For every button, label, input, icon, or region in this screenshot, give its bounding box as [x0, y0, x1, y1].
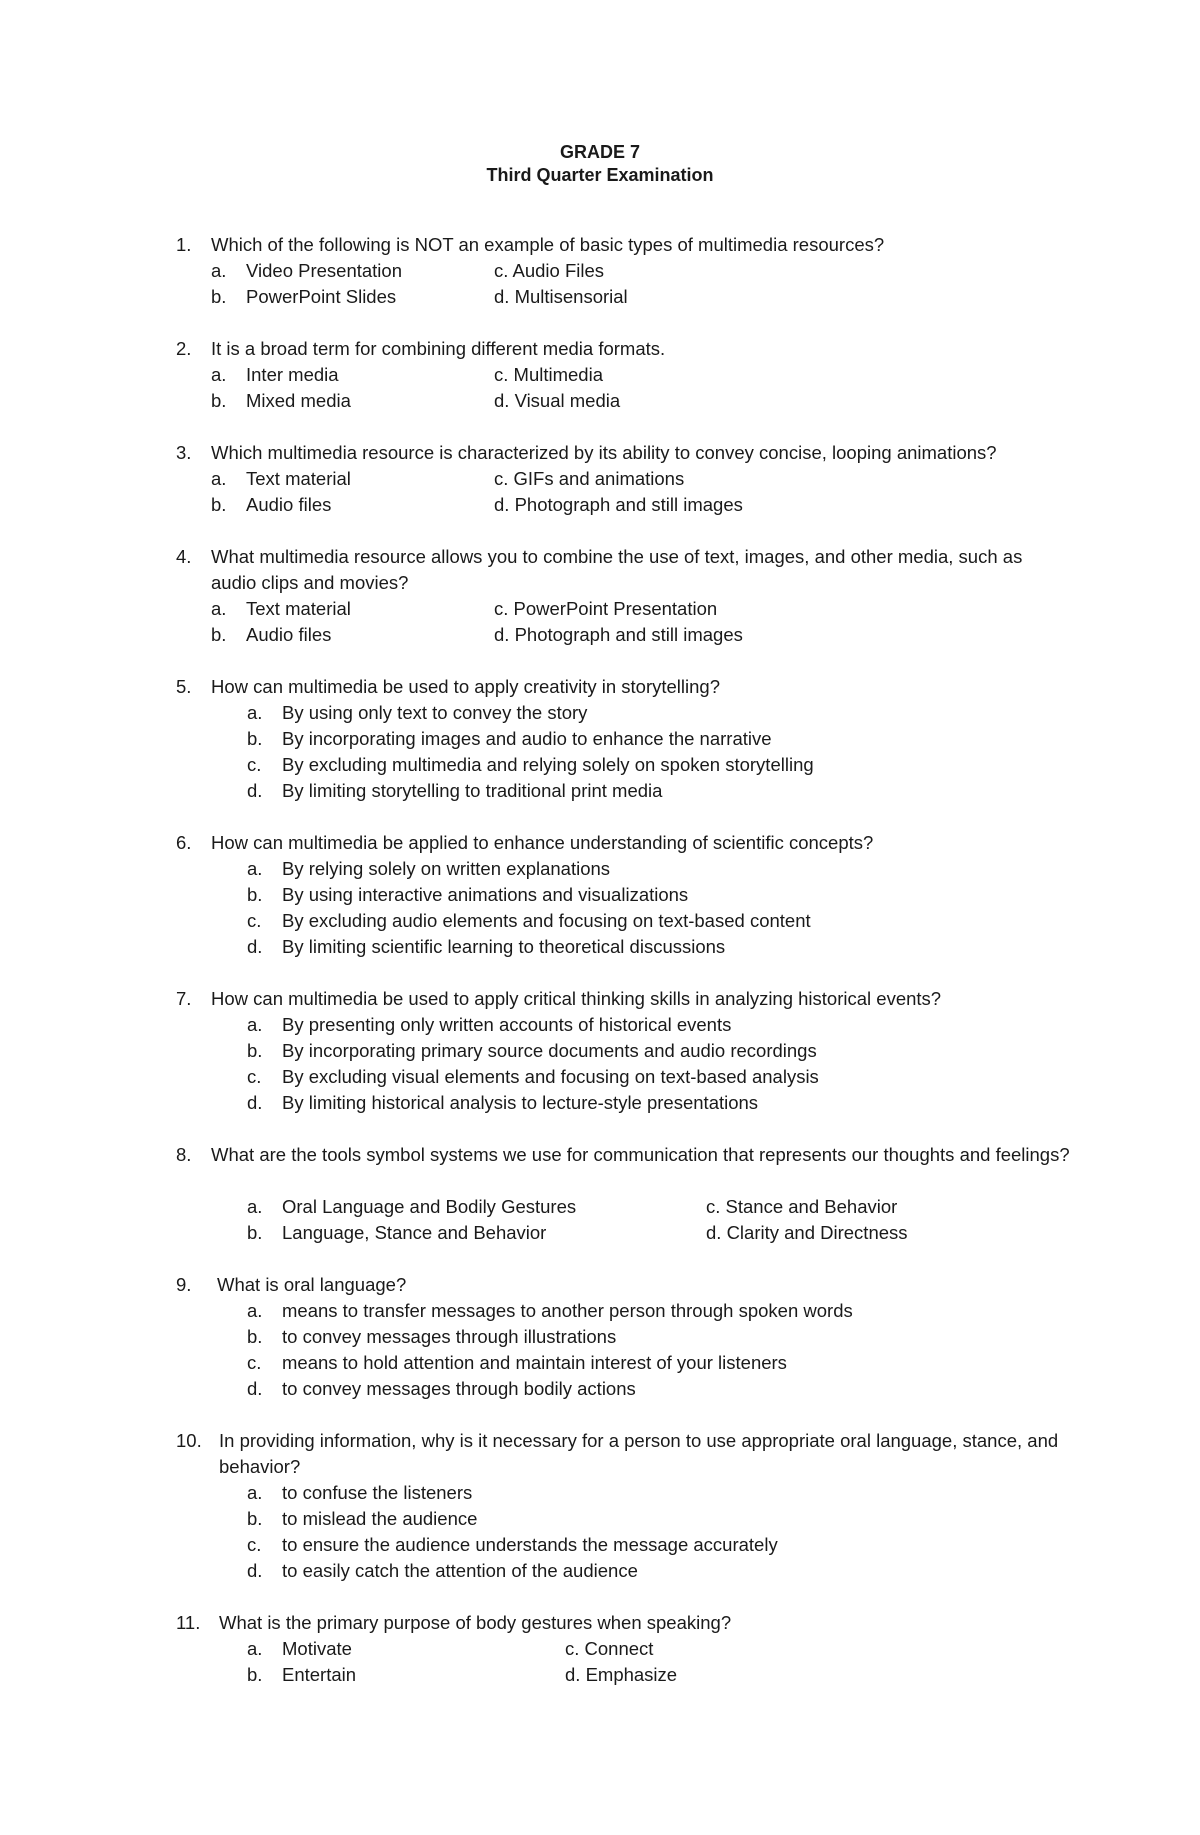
question-text: In providing information, why is it necessary for a person to use appropriate oral language, stance, and behavior?: [219, 1430, 1059, 1477]
question-number: 11.: [176, 1612, 201, 1633]
option-letter: b.: [211, 624, 227, 645]
option-c: c. GIFs and animations: [494, 468, 685, 489]
option-text: to mislead the audience: [282, 1508, 478, 1529]
option-text: By presenting only written accounts of historical events: [282, 1014, 732, 1035]
question-number: 2.: [176, 338, 192, 359]
option-letter: c.: [247, 1534, 262, 1555]
question-number: 3.: [176, 442, 192, 463]
option-letter: a.: [247, 1638, 263, 1659]
question-text: How can multimedia be used to apply creativity in storytelling?: [211, 676, 720, 697]
option-letter: d.: [247, 1560, 263, 1581]
option-text: Video Presentation: [246, 260, 402, 281]
option-letter: a.: [247, 1014, 263, 1035]
option-text: to convey messages through bodily actions: [282, 1378, 636, 1399]
option-letter: b.: [247, 1040, 263, 1061]
option-c: c. Audio Files: [494, 260, 605, 281]
option-text: Motivate: [282, 1638, 352, 1659]
option-text: By relying solely on written explanations: [282, 858, 611, 879]
question-text: What is oral language?: [217, 1274, 407, 1295]
option-letter: b.: [211, 494, 227, 515]
option-text: means to hold attention and maintain interest of your listeners: [282, 1352, 787, 1373]
option-letter: a.: [247, 858, 263, 879]
question-text: Which multimedia resource is characterized by its ability to convey concise, looping animations?: [211, 442, 997, 463]
exam-subtitle: Third Quarter Examination: [486, 165, 714, 185]
option-text: Text material: [246, 468, 351, 489]
option-text: By limiting historical analysis to lecture-style presentations: [282, 1092, 759, 1113]
option-d: d. Photograph and still images: [494, 494, 743, 515]
option-letter: b.: [211, 286, 227, 307]
option-letter: a.: [247, 702, 263, 723]
option-text: By using interactive animations and visualizations: [282, 884, 689, 905]
question-number: 5.: [176, 676, 192, 697]
option-text: By limiting storytelling to traditional print media: [282, 780, 663, 801]
question-number: 1.: [176, 234, 192, 255]
option-text: Mixed media: [246, 390, 351, 411]
question-text: What is the primary purpose of body gestures when speaking?: [219, 1612, 732, 1633]
question-text: How can multimedia be used to apply critical thinking skills in analyzing historical events?: [211, 988, 942, 1009]
option-letter: d.: [247, 936, 263, 957]
option-c: c. Stance and Behavior: [706, 1196, 898, 1217]
option-letter: a.: [211, 598, 227, 619]
question-text: How can multimedia be applied to enhance understanding of scientific concepts?: [211, 832, 874, 853]
option-c: c. PowerPoint Presentation: [494, 598, 718, 619]
option-letter: c.: [247, 754, 262, 775]
option-text: By excluding multimedia and relying solely on spoken storytelling: [282, 754, 814, 775]
option-letter: a.: [211, 364, 227, 385]
option-letter: a.: [247, 1300, 263, 1321]
option-text: to easily catch the attention of the audience: [282, 1560, 638, 1581]
option-text: to convey messages through illustrations: [282, 1326, 617, 1347]
question-number: 10.: [176, 1430, 202, 1451]
option-text: means to transfer messages to another person through spoken words: [282, 1300, 853, 1321]
option-text: By using only text to convey the story: [282, 702, 588, 723]
question-number: 9.: [176, 1274, 192, 1295]
option-d: d. Clarity and Directness: [706, 1222, 908, 1243]
option-text: Language, Stance and Behavior: [282, 1222, 547, 1243]
question-number: 7.: [176, 988, 192, 1009]
option-letter: b.: [211, 390, 227, 411]
option-letter: b.: [247, 1664, 263, 1685]
option-letter: a.: [211, 260, 227, 281]
option-letter: a.: [211, 468, 227, 489]
option-d: d. Visual media: [494, 390, 621, 411]
option-text: By incorporating images and audio to enhance the narrative: [282, 728, 772, 749]
option-text: By excluding audio elements and focusing on text-based content: [282, 910, 811, 931]
option-text: By limiting scientific learning to theoretical discussions: [282, 936, 726, 957]
question-number: 6.: [176, 832, 192, 853]
option-letter: a.: [247, 1196, 263, 1217]
question-text: What are the tools symbol systems we use for communication that represents our thoughts and feelings?: [211, 1144, 1070, 1165]
option-letter: b.: [247, 1326, 263, 1347]
option-letter: b.: [247, 1508, 263, 1529]
option-c: c. Multimedia: [494, 364, 603, 385]
option-letter: b.: [247, 884, 263, 905]
option-letter: d.: [247, 1092, 263, 1113]
option-letter: d.: [247, 1378, 263, 1399]
option-d: d. Multisensorial: [494, 286, 628, 307]
question-text: It is a broad term for combining different media formats.: [211, 338, 666, 359]
option-letter: a.: [247, 1482, 263, 1503]
option-text: to ensure the audience understands the message accurately: [282, 1534, 778, 1555]
option-letter: c.: [247, 910, 262, 931]
exam-title: GRADE 7: [559, 142, 640, 162]
question-number: 8.: [176, 1144, 192, 1165]
question-number: 4.: [176, 546, 192, 567]
option-letter: b.: [247, 1222, 263, 1243]
option-letter: b.: [247, 728, 263, 749]
option-text: Audio files: [246, 494, 332, 515]
option-letter: d.: [247, 780, 263, 801]
option-d: d. Emphasize: [565, 1664, 678, 1685]
option-text: By excluding visual elements and focusing on text-based analysis: [282, 1066, 819, 1087]
option-letter: c.: [247, 1066, 262, 1087]
question-text: Which of the following is NOT an example of basic types of multimedia resources?: [211, 234, 885, 255]
question-text: What multimedia resource allows you to combine the use of text, images, and other media, such as audio clips and movies?: [211, 546, 1023, 593]
option-text: to confuse the listeners: [282, 1482, 473, 1503]
option-text: Audio files: [246, 624, 332, 645]
option-d: d. Photograph and still images: [494, 624, 743, 645]
option-text: PowerPoint Slides: [246, 286, 397, 307]
option-letter: c.: [247, 1352, 262, 1373]
option-text: By incorporating primary source documents and audio recordings: [282, 1040, 817, 1061]
option-text: Oral Language and Bodily Gestures: [282, 1196, 577, 1217]
option-c: c. Connect: [565, 1638, 654, 1659]
option-text: Inter media: [246, 364, 339, 385]
option-text: Entertain: [282, 1664, 357, 1685]
option-text: Text material: [246, 598, 351, 619]
